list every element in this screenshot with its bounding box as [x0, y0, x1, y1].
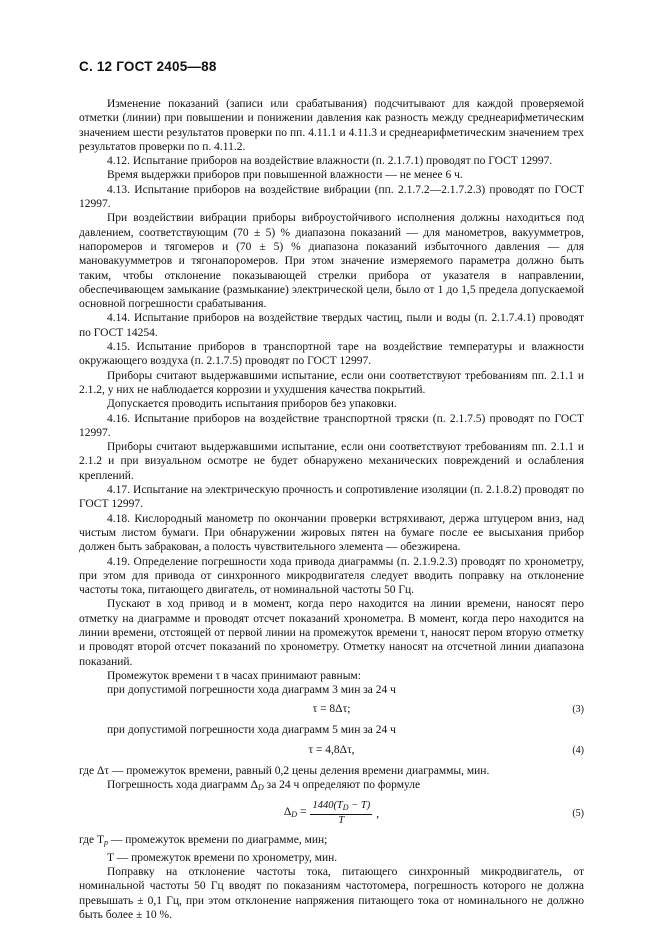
- paragraph: Допускается проводить испытания приборов без упаковки.: [107, 398, 397, 411]
- subscript: D: [258, 783, 264, 793]
- paragraph: Время выдержки приборов при повышенной влажности — не менее 6 ч.: [107, 169, 463, 182]
- paragraph: при допустимой погрешности хода диаграмм 5 мин за 24 ч: [107, 724, 396, 737]
- equation-formula: [79, 800, 584, 827]
- paragraph: 4.18. Кислородный манометр по окончании проверки встряхивают, держа штуцером вниз, над чистым листом бумаги. При обнаружении жировых пятен на бумаге после ее высыхания прибор должен быть забракован, а полость чувствительного элемента — обезжирена.: [79, 512, 584, 554]
- document-body: [79, 97, 584, 922]
- equation-number: (3): [572, 704, 584, 716]
- paragraph: Поправку на отклонение частоты тока, питающего синхронный микродвигатель, от номинальной частоты 50 Гц вводят по показаниям частотомера, погрешность которого не должна превышать ± 0,1 Гц, при этом отклонение напряжения питающего тока от номинального не должно быть более ± 10 %.: [79, 865, 584, 921]
- equation-lhs: $\Delta_D$ =: [283, 806, 307, 820]
- text-run: — промежуток времени по диаграмме, мин;: [108, 834, 328, 847]
- paragraph: 4.14. Испытание приборов на воздействие твердых частиц, пыли и воды (п. 2.1.7.4.1) проводят по ГОСТ 14254.: [79, 312, 584, 339]
- equation-formula: τ = 8Δτ;: [312, 703, 351, 716]
- equation-fraction: [310, 800, 372, 827]
- fraction-numerator: $1440(T_D - T)$: [310, 800, 372, 815]
- paragraph: 4.16. Испытание приборов на воздействие транспортной тряски (п. 2.1.7.5) проводят по ГОСТ 12997.: [79, 412, 584, 439]
- equation-formula: τ = 4,8Δτ,: [308, 743, 355, 756]
- equation-3: [79, 699, 584, 721]
- paragraph: Пускают в ход привод и в момент, когда перо находится на линии времени, наносят перо отметку на диаграмме и проводят отсчет показаний хронометра. В момент, когда перо находится на линии времени, отстоящей от первой линии на промежуток времени τ, наносят пером вторую отметку и проводят второй отсчет показаний по хронометру. Отметку наносят на отсчетной линии диапазона показаний.: [79, 598, 584, 668]
- paragraph: 4.13. Испытание приборов на воздействие вибрации (пп. 2.1.7.2—2.1.7.2.3) проводят по ГОСТ 12997.: [79, 183, 584, 211]
- text-run: Погрешность хода диаграмм Δ: [107, 779, 258, 792]
- paragraph: 4.12. Испытание приборов на воздействие влажности (п. 2.1.7.1) проводят по ГОСТ 12997.: [107, 155, 553, 168]
- paragraph: при допустимой погрешности хода диаграмм 3 мин за 24 ч: [107, 684, 396, 697]
- equation-number: (4): [572, 744, 584, 756]
- paragraph: [79, 833, 584, 850]
- page-header: С. 12 ГОСТ 2405—88: [79, 59, 217, 74]
- paragraph: При воздействии вибрации приборы виброустойчивого исполнения должны находиться под давлением, соответствующим (70 ± 5) % диапазона показаний — для манометров, вакуумметров, напоромеров и тягомеров и (70 ± 5) % диапазона показаний избыточного давления — для мановакуумметров и тягонапоромеров. При этом значение измеряемого параметра должно быть таким, чтобы отклонение показывающей стрелки прибора от указателя в направлении, обеспечивающем замыкание (размыкание) электрической цели, было от 1 до 1,5 предела допускаемой основной погрешности срабатывания.: [79, 212, 584, 311]
- text-run: за 24 ч определяют по формуле: [263, 779, 421, 792]
- subscript: р: [104, 838, 108, 848]
- paragraph: где Δτ — промежуток времени, равный 0,2 цены деления времени диаграммы, мин.: [79, 764, 490, 777]
- paragraph: [79, 778, 584, 795]
- paragraph: T — промежуток времени по хронометру, мин.: [107, 851, 338, 864]
- paragraph: 4.17. Испытание на электрическую прочность и сопротивление изоляции (п. 2.1.8.2) проводят по ГОСТ 12997.: [79, 484, 584, 511]
- text-run: где T: [79, 834, 104, 847]
- paragraph: Приборы считают выдержавшими испытание, если они соответствуют требованиям пп. 2.1.1 и 2.1.2 и при визуальном осмотре не будет обнаружено механических повреждений и ослабления креплений.: [79, 441, 584, 482]
- paragraph: 4.15. Испытание приборов в транспортной таре на воздействие температуры и влажности окружающего воздуха (п. 2.1.7.5) проводят по ГОСТ 12997.: [79, 341, 584, 368]
- equation-number: (5): [572, 808, 584, 820]
- paragraph: Промежуток времени τ в часах принимают равным:: [107, 669, 361, 682]
- equation-tail: ,: [376, 807, 380, 820]
- equation-4: [79, 740, 584, 762]
- paragraph: Приборы считают выдержавшими испытание, если они соответствуют требованиям пп. 2.1.1 и 2.1.2, у них не наблюдается коррозии и ухудшения качества покрытий.: [79, 369, 584, 396]
- equation-5: [79, 797, 584, 831]
- paragraph: 4.19. Определение погрешности хода привода диаграммы (п. 2.1.9.2.3) проводят по хронометру, при этом для привода от синхронного микродвигателя следует вводить поправку на отклонение частоты тока, питающего двигатель, от номинальной частоты 50 Гц.: [79, 555, 584, 597]
- fraction-denominator: T: [338, 815, 345, 827]
- paragraph: Изменение показаний (записи или срабатывания) подсчитывают для каждой проверяемой отметки (линии) при повышении и понижении давления как разность между среднеарифметическим значением шести результатов проверки по пп. 4.11.1 и 4.11.3 и среднеарифметическим значением трех результатов проверки по п. 4.11.2.: [79, 98, 584, 153]
